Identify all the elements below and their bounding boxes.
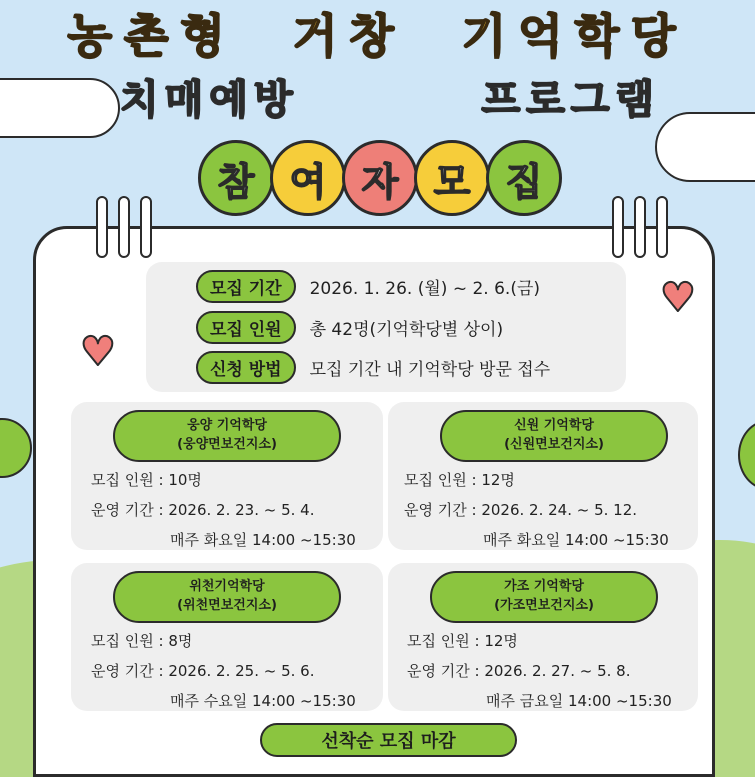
binder-ring [634, 196, 646, 258]
method-label: 신청 방법 [196, 351, 296, 384]
card-name: 웅양 기억학당 [187, 418, 267, 434]
card-period: 운영 기간 : 2026. 2. 24. ~ 5. 12. [404, 501, 638, 519]
info-row-count [196, 311, 503, 344]
sub-title-program: 프로그램 [481, 77, 660, 123]
card-schedule: 매주 화요일 14:00 ~15:30 [483, 531, 669, 549]
heart-icon: ♥ [80, 329, 116, 375]
card-period: 운영 기간 : 2026. 2. 25. ~ 5. 6. [91, 662, 315, 680]
card-sub: (웅양면보건지소) [177, 437, 277, 452]
card-header [113, 410, 341, 462]
heart-icon: ♥ [660, 275, 696, 321]
card-name: 가조 기억학당 [504, 579, 584, 595]
cloud-right [655, 112, 755, 182]
circle-char-3: 자 [342, 140, 418, 216]
sub-title [120, 68, 660, 125]
count-label: 모집 인원 [196, 311, 296, 344]
recruit-circles [198, 140, 558, 216]
circle-char-2: 여 [270, 140, 346, 216]
binder-ring [612, 196, 624, 258]
card-wicheon [71, 563, 383, 711]
card-sub: (위천면보건지소) [177, 598, 277, 613]
card-count: 모집 인원 : 10명 [91, 471, 202, 489]
card-gajo [388, 563, 698, 711]
binder-ring [118, 196, 130, 258]
circle-char-5: 집 [486, 140, 562, 216]
main-title: 농촌형 거창 기억학당 [67, 9, 688, 63]
binder-ring [656, 196, 668, 258]
card-period: 운영 기간 : 2026. 2. 23. ~ 5. 4. [91, 501, 315, 519]
info-box [146, 262, 626, 392]
card-count: 모집 인원 : 12명 [407, 632, 518, 650]
method-value: 모집 기간 내 기억학당 방문 접수 [309, 360, 551, 380]
circle-char-1: 참 [198, 140, 274, 216]
binder-ring [140, 196, 152, 258]
card-name: 위천기억학당 [189, 579, 265, 595]
info-row-method [196, 351, 550, 384]
circle-char-4: 모 [414, 140, 490, 216]
card-sub: (가조면보건지소) [494, 598, 594, 613]
binder-ring [96, 196, 108, 258]
period-label: 모집 기간 [196, 270, 296, 303]
bush-left [0, 418, 32, 478]
card-sub: (신원면보건지소) [504, 437, 604, 452]
bush-right [738, 420, 755, 490]
card-name: 신원 기억학당 [514, 418, 594, 434]
card-period: 운영 기간 : 2026. 2. 27. ~ 5. 8. [407, 662, 631, 680]
cloud-left [0, 78, 120, 138]
card-ungyang [71, 402, 383, 550]
info-row-period [196, 270, 540, 303]
card-count: 모집 인원 : 12명 [404, 471, 515, 489]
sub-title-dementia: 치매예방 [120, 77, 299, 123]
card-count: 모집 인원 : 8명 [91, 632, 193, 650]
card-schedule: 매주 수요일 14:00 ~15:30 [170, 692, 356, 710]
card-schedule: 매주 금요일 14:00 ~15:30 [486, 692, 672, 710]
count-value: 총 42명(기억학당별 상이) [309, 320, 504, 340]
period-value: 2026. 1. 26. (월) ~ 2. 6.(금) [309, 279, 541, 299]
card-header [440, 410, 668, 462]
card-header [113, 571, 341, 623]
first-come-notice: 선착순 모집 마감 [260, 723, 517, 757]
card-sinwon [388, 402, 698, 550]
card-schedule: 매주 화요일 14:00 ~15:30 [170, 531, 356, 549]
card-header [430, 571, 658, 623]
